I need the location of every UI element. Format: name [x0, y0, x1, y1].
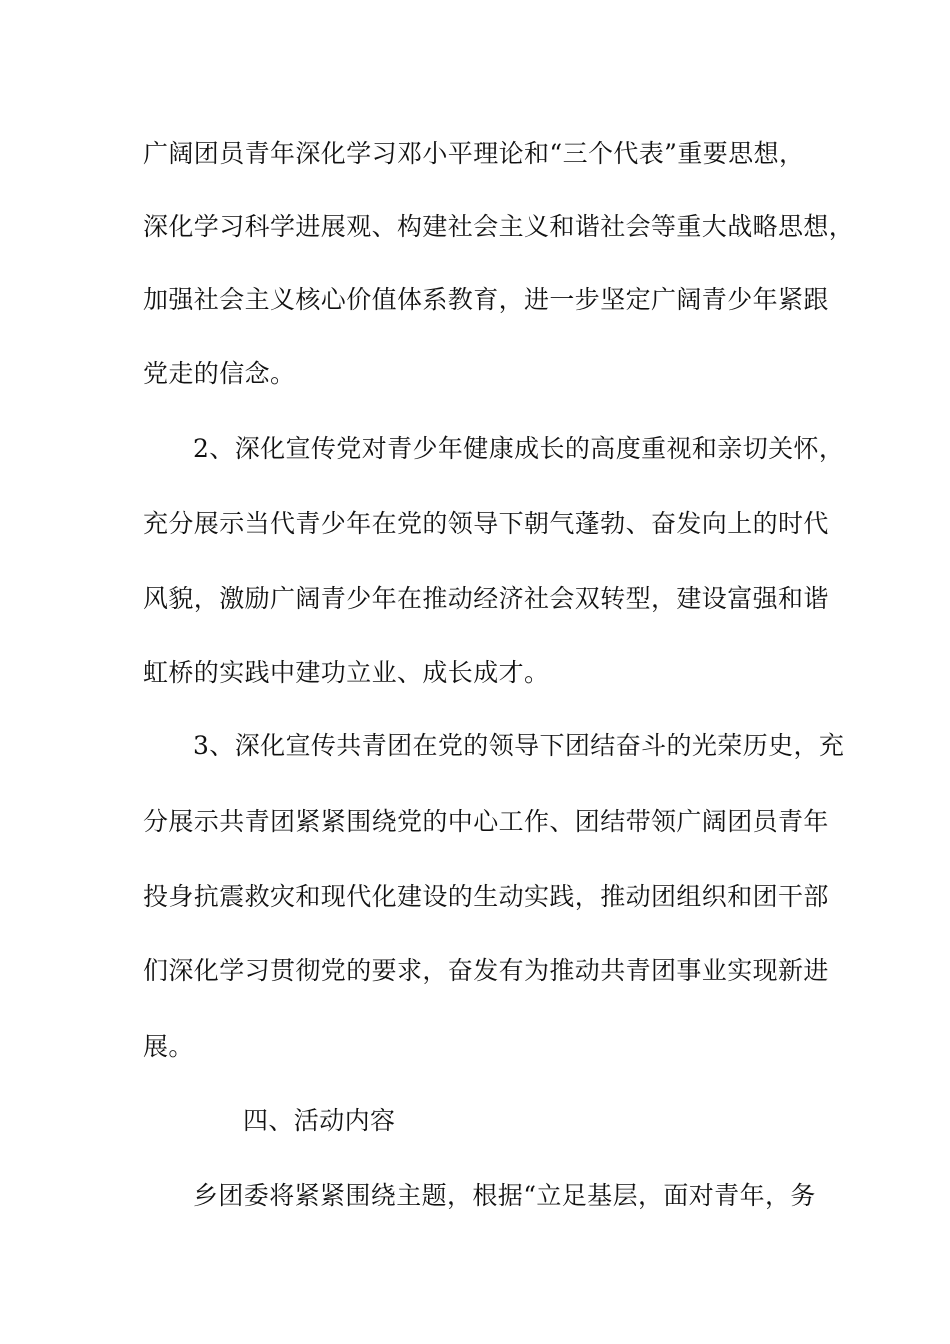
- paragraph-1-line-1: 广阔团员青年深化学习邓小平理论和“三个代表”重要思想，: [143, 139, 805, 168]
- paragraph-2-line-1: 2、深化宣传党对青少年健康成长的高度重视和亲切关怀，: [193, 434, 845, 463]
- paragraph-3-line-5: 展。: [143, 1032, 194, 1061]
- paragraph-2-line-2: 充分展示当代青少年在党的领导下朝气蓬勃、奋发向上的时代: [143, 509, 829, 538]
- paragraph-1-line-2: 深化学习科学进展观、构建社会主义和谐社会等重大战略思想，: [143, 212, 855, 241]
- paragraph-3-line-1: 3、深化宣传共青团在党的领导下团结奋斗的光荣历史，充: [193, 731, 845, 760]
- section-heading: 四、活动内容: [243, 1106, 396, 1135]
- paragraph-3-line-4: 们深化学习贯彻党的要求，奋发有为推动共青团事业实现新进: [143, 956, 829, 985]
- paragraph-3-line-3: 投身抗震救灾和现代化建设的生动实践，推动团组织和团干部: [143, 882, 829, 911]
- paragraph-3-line-2: 分展示共青团紧紧围绕党的中心工作、团结带领广阔团员青年: [143, 807, 829, 836]
- paragraph-1-line-4: 党走的信念。: [143, 359, 296, 388]
- paragraph-2-line-3: 风貌，激励广阔青少年在推动经济社会双转型，建设富强和谐: [143, 584, 829, 613]
- paragraph-4-line-1: 乡团委将紧紧围绕主题，根据“立足基层，面对青年，务: [193, 1181, 816, 1210]
- paragraph-1-line-3: 加强社会主义核心价值体系教育，进一步坚定广阔青少年紧跟: [143, 285, 829, 314]
- paragraph-2-line-4: 虹桥的实践中建功立业、成长成才。: [143, 658, 550, 687]
